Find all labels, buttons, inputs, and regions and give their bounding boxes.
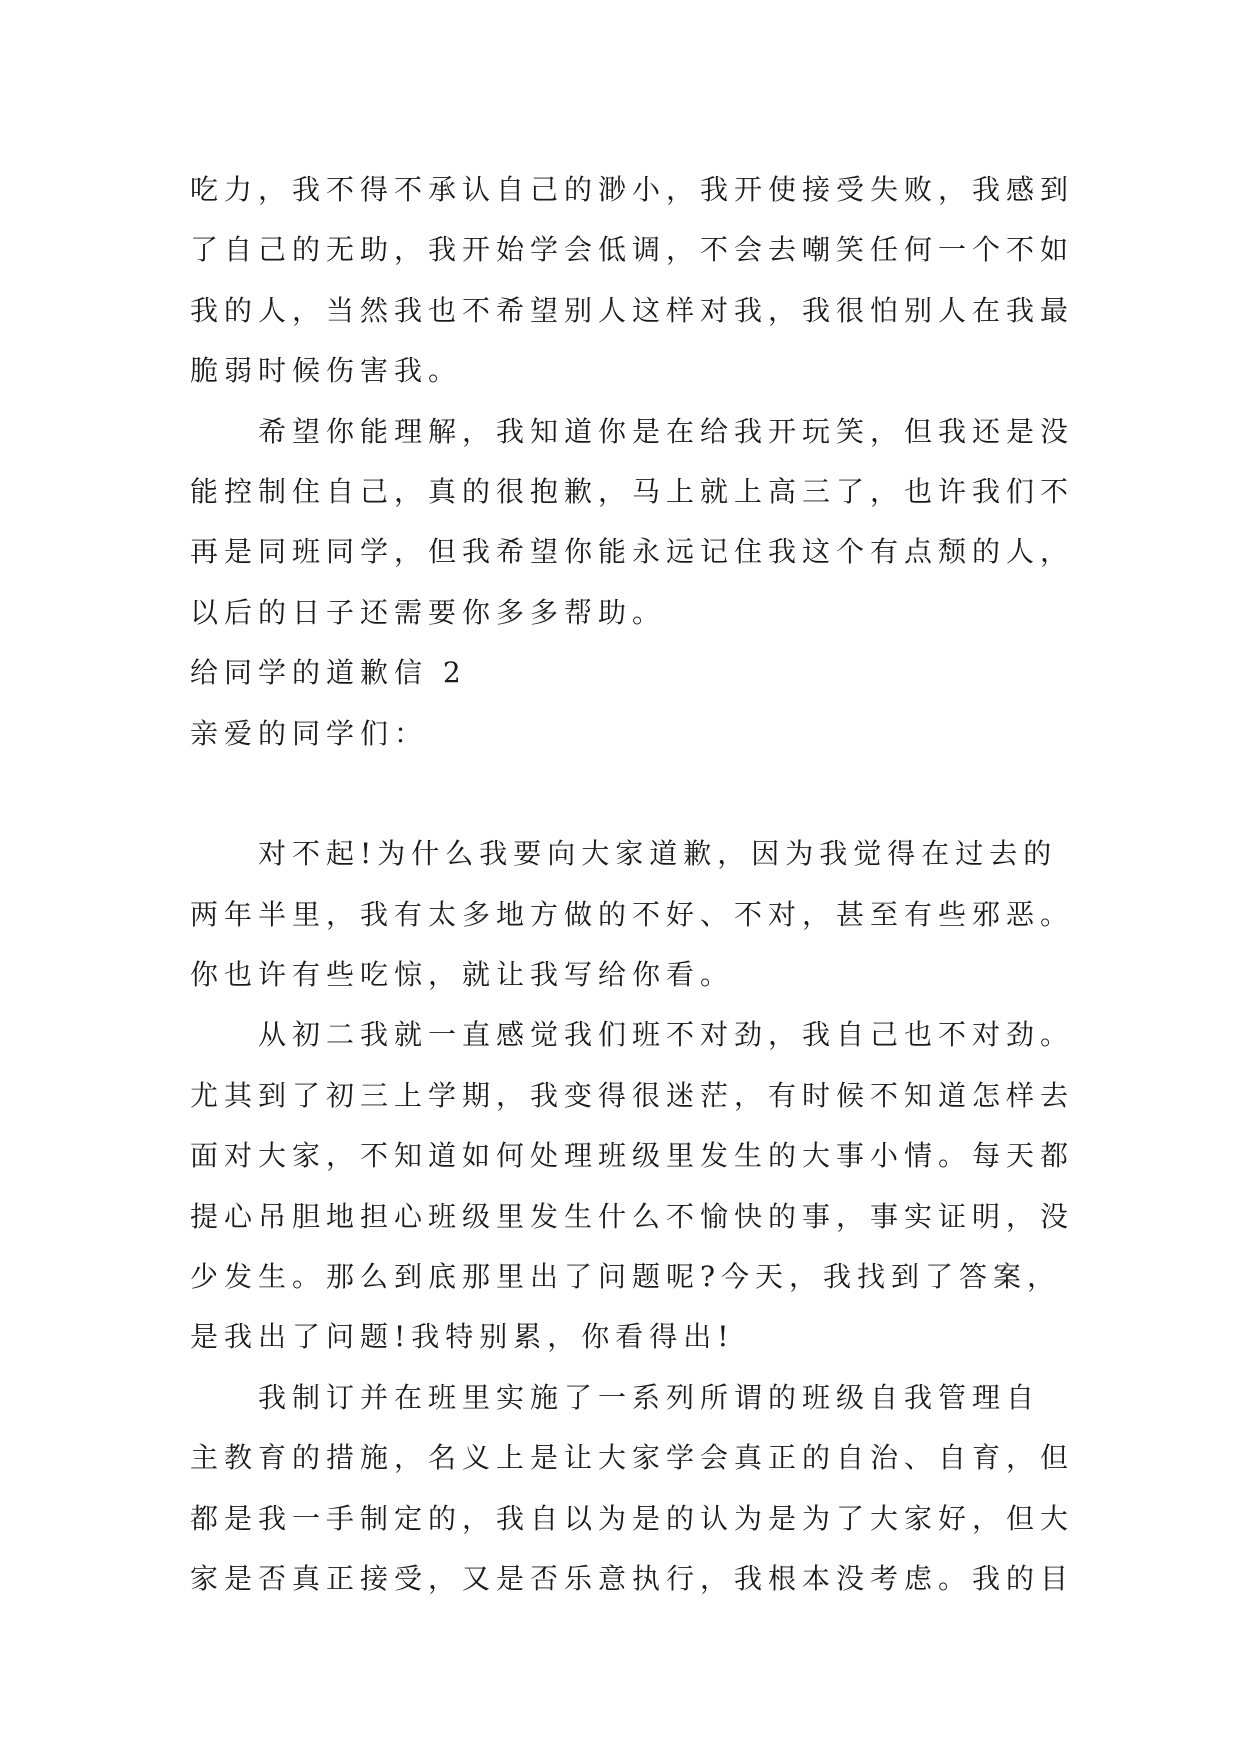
text-line: 是我出了问题!我特别累，你看得出! [190,1320,735,1354]
blank-line [190,764,1052,824]
text-line: 再是同班同学，但我希望你能永远记住我这个有点颓的人， [190,535,1075,569]
salutation: 亲爱的同学们： [190,716,429,750]
text-line: 主教育的措施，名义上是让大家学会真正的自治、自育，但 [190,1441,1075,1475]
text-line: 两年半里，我有太多地方做的不好、不对，甚至有些邪恶。 [190,897,1075,931]
text-line: 我的人，当然我也不希望别人这样对我，我很怕别人在我最 [190,293,1075,327]
text-line: 从初二我就一直感觉我们班不对劲，我自己也不对劲。 [190,1018,1075,1052]
text-line: 你也许有些吃惊，就让我写给你看。 [190,958,735,992]
text-line: 了自己的无助，我开始学会低调，不会去嘲笑任何一个不如 [190,233,1075,267]
text-line: 脆弱时候伤害我。 [190,354,463,388]
text-line: 都是我一手制定的，我自以为是的认为是为了大家好，但大 [190,1501,1075,1535]
text-line: 以后的日子还需要你多多帮助。 [190,595,667,629]
text-line: 家是否真正接受，又是否乐意执行，我根本没考虑。我的目 [190,1561,1075,1595]
document-body [190,160,1075,1609]
text-line: 吃力，我不得不承认自己的渺小，我开使接受失败，我感到 [190,173,1075,206]
text-line: 能控制住自己，真的很抱歉，马上就上高三了，也许我们不 [190,474,1075,508]
text-line: 我制订并在班里实施了一系列所谓的班级自我管理自 [190,1380,1041,1414]
text-line: 希望你能理解，我知道你是在给我开玩笑，但我还是没 [190,414,1075,448]
text-line: 少发生。那么到底那里出了问题呢?今天，我找到了答案， [190,1260,1062,1294]
text-line: 尤其到了初三上学期，我变得很迷茫，有时候不知道怎样去 [190,1078,1075,1112]
text-line: 提心吊胆地担心班级里发生什么不愉快的事，事实证明，没 [190,1199,1075,1233]
text-line: 面对大家，不知道如何处理班级里发生的大事小情。每天都 [190,1139,1075,1173]
text-line: 对不起!为什么我要向大家道歉，因为我觉得在过去的 [190,837,1058,871]
section-heading: 给同学的道歉信 2 [190,656,467,690]
